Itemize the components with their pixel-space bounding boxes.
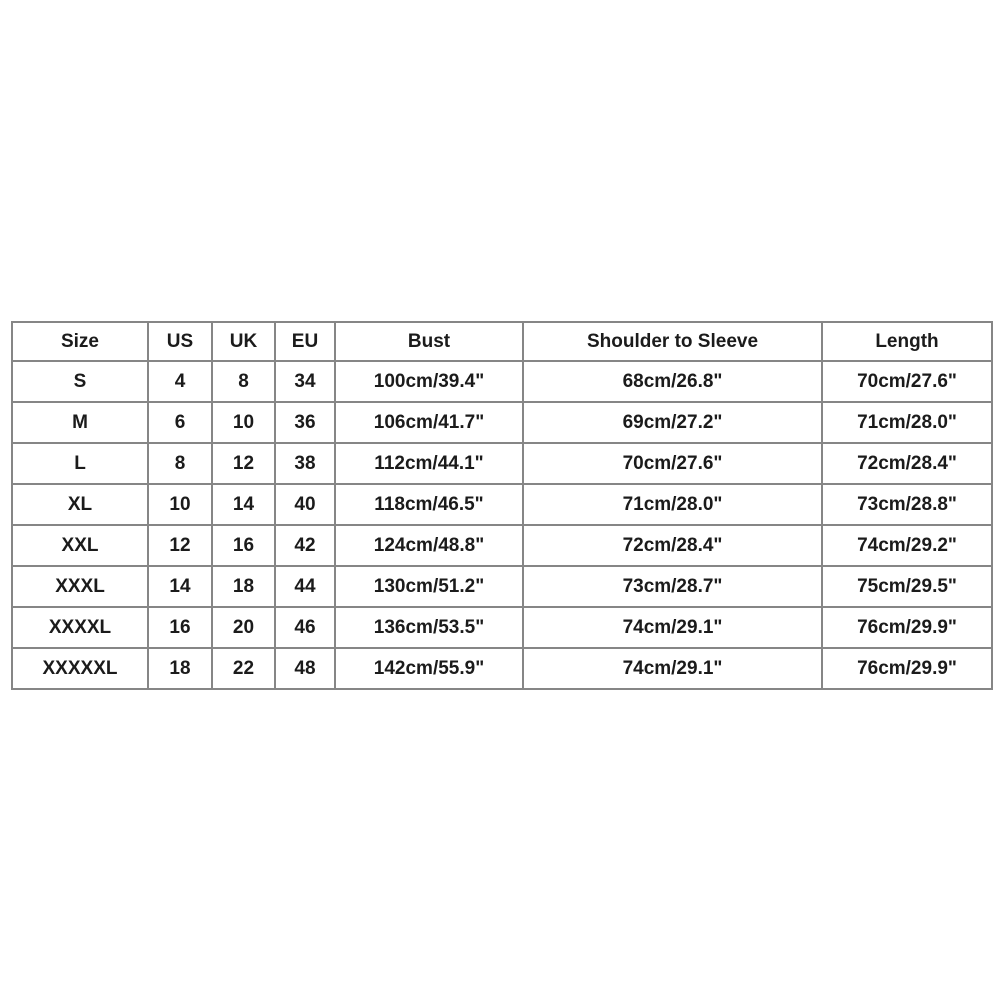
value-cell: 75cm/29.5" — [822, 566, 992, 607]
value-cell: 106cm/41.7" — [335, 402, 523, 443]
table-row — [12, 607, 992, 648]
value-cell: 76cm/29.9" — [822, 648, 992, 689]
value-cell: 44 — [275, 566, 335, 607]
value-cell: 100cm/39.4" — [335, 361, 523, 402]
size-label-cell: XXXXL — [12, 607, 148, 648]
value-cell: 71cm/28.0" — [822, 402, 992, 443]
size-chart-body — [12, 361, 992, 689]
column-header: Size — [12, 322, 148, 361]
value-cell: 38 — [275, 443, 335, 484]
size-label-cell: S — [12, 361, 148, 402]
value-cell: 14 — [148, 566, 212, 607]
size-label-cell: XXXXXL — [12, 648, 148, 689]
column-header: Shoulder to Sleeve — [523, 322, 822, 361]
value-cell: 72cm/28.4" — [523, 525, 822, 566]
size-label-cell: XXXL — [12, 566, 148, 607]
column-header: Length — [822, 322, 992, 361]
table-row — [12, 525, 992, 566]
value-cell: 74cm/29.2" — [822, 525, 992, 566]
value-cell: 73cm/28.8" — [822, 484, 992, 525]
size-label-cell: XL — [12, 484, 148, 525]
value-cell: 68cm/26.8" — [523, 361, 822, 402]
value-cell: 8 — [212, 361, 275, 402]
value-cell: 130cm/51.2" — [335, 566, 523, 607]
value-cell: 16 — [148, 607, 212, 648]
value-cell: 136cm/53.5" — [335, 607, 523, 648]
table-row — [12, 566, 992, 607]
column-header: Bust — [335, 322, 523, 361]
value-cell: 12 — [212, 443, 275, 484]
size-chart-table-container — [11, 321, 991, 688]
value-cell: 70cm/27.6" — [523, 443, 822, 484]
value-cell: 73cm/28.7" — [523, 566, 822, 607]
value-cell: 16 — [212, 525, 275, 566]
size-label-cell: XXL — [12, 525, 148, 566]
value-cell: 6 — [148, 402, 212, 443]
value-cell: 22 — [212, 648, 275, 689]
size-label-cell: L — [12, 443, 148, 484]
column-header: EU — [275, 322, 335, 361]
value-cell: 18 — [148, 648, 212, 689]
value-cell: 14 — [212, 484, 275, 525]
size-chart-table — [11, 321, 993, 690]
value-cell: 74cm/29.1" — [523, 607, 822, 648]
column-header: US — [148, 322, 212, 361]
value-cell: 36 — [275, 402, 335, 443]
size-label-cell: M — [12, 402, 148, 443]
value-cell: 48 — [275, 648, 335, 689]
value-cell: 40 — [275, 484, 335, 525]
value-cell: 8 — [148, 443, 212, 484]
value-cell: 70cm/27.6" — [822, 361, 992, 402]
value-cell: 118cm/46.5" — [335, 484, 523, 525]
value-cell: 142cm/55.9" — [335, 648, 523, 689]
value-cell: 10 — [148, 484, 212, 525]
value-cell: 12 — [148, 525, 212, 566]
column-header: UK — [212, 322, 275, 361]
size-chart-header — [12, 322, 992, 361]
table-row — [12, 648, 992, 689]
value-cell: 74cm/29.1" — [523, 648, 822, 689]
value-cell: 69cm/27.2" — [523, 402, 822, 443]
value-cell: 112cm/44.1" — [335, 443, 523, 484]
value-cell: 124cm/48.8" — [335, 525, 523, 566]
value-cell: 72cm/28.4" — [822, 443, 992, 484]
table-row — [12, 484, 992, 525]
table-row — [12, 443, 992, 484]
value-cell: 20 — [212, 607, 275, 648]
table-row — [12, 402, 992, 443]
header-row — [12, 322, 992, 361]
value-cell: 34 — [275, 361, 335, 402]
value-cell: 71cm/28.0" — [523, 484, 822, 525]
value-cell: 76cm/29.9" — [822, 607, 992, 648]
value-cell: 4 — [148, 361, 212, 402]
value-cell: 10 — [212, 402, 275, 443]
value-cell: 46 — [275, 607, 335, 648]
table-row — [12, 361, 992, 402]
value-cell: 42 — [275, 525, 335, 566]
value-cell: 18 — [212, 566, 275, 607]
